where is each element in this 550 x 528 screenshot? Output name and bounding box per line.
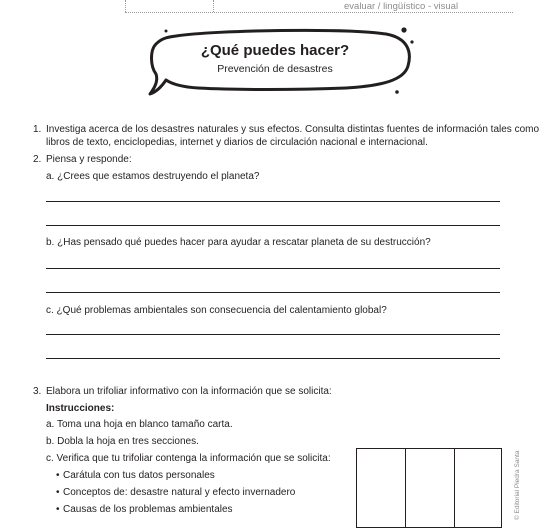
q3-bullet-3: Causas de los problemas ambientales — [63, 504, 233, 515]
publisher-credit: © Editorial Piedra Santa — [514, 450, 521, 520]
q2-intro: Piensa y responde: — [46, 154, 132, 165]
q3-step-a: a. Toma una hoja en blanco tamaño carta. — [46, 419, 233, 430]
q1-text-line1: Investiga acerca de los desastres naturales y sus efectos. Consulta distintas fuentes de información tales como — [46, 124, 540, 135]
header-divider-left — [125, 0, 126, 12]
header-tag: evaluar / lingüístico - visual — [344, 1, 459, 12]
bullet-dot-icon: • — [56, 504, 60, 515]
q2c-answer-line-1[interactable] — [46, 334, 500, 335]
q2b-question: b. ¿Has pensado qué puedes hacer para ayudar a rescatar planeta de su destrucción? — [46, 237, 431, 248]
q2a-question: a. ¿Crees que estamos destruyendo el planeta? — [46, 171, 260, 182]
q2-number: 2. — [33, 154, 42, 165]
q2c-answer-line-2[interactable] — [46, 358, 500, 359]
q2b-answer-line-1[interactable] — [46, 268, 500, 269]
q3-intro: Elabora un trifoliar informativo con la información que se solicita: — [46, 386, 332, 397]
trifold-fold-line — [405, 449, 406, 527]
q2b-answer-line-2[interactable] — [46, 292, 500, 293]
q3-instructions-label: Instrucciones: — [46, 403, 115, 414]
q2c-question: c. ¿Qué problemas ambientales son consecuencia del calentamiento global? — [46, 305, 387, 316]
bullet-dot-icon: • — [56, 487, 60, 498]
q2a-answer-line-1[interactable] — [46, 201, 500, 202]
q1-number: 1. — [33, 124, 42, 135]
speech-bubble-frame — [146, 26, 414, 98]
q3-step-c: c. Verifica que tu trifoliar contenga la información que se solicita: — [46, 453, 331, 464]
header-dotted-line — [125, 12, 513, 13]
q1-text-line2: libros de texto, enciclopedias, internet y diarios de circulación nacional e internacional. — [46, 137, 428, 148]
q3-bullet-2: Conceptos de: desastre natural y efecto invernadero — [63, 487, 296, 498]
trifold-diagram — [356, 448, 502, 528]
q3-bullet-1: Carátula con tus datos personales — [63, 470, 215, 481]
q3-number: 3. — [33, 386, 42, 397]
page-subtitle: Prevención de desastres — [217, 63, 333, 75]
q2a-answer-line-2[interactable] — [46, 225, 500, 226]
trifold-fold-line — [454, 449, 455, 527]
header-divider-mid — [213, 0, 214, 12]
bullet-dot-icon: • — [56, 470, 60, 481]
page-title: ¿Qué puedes hacer? — [200, 42, 350, 59]
q3-step-b: b. Dobla la hoja en tres secciones. — [46, 436, 199, 447]
